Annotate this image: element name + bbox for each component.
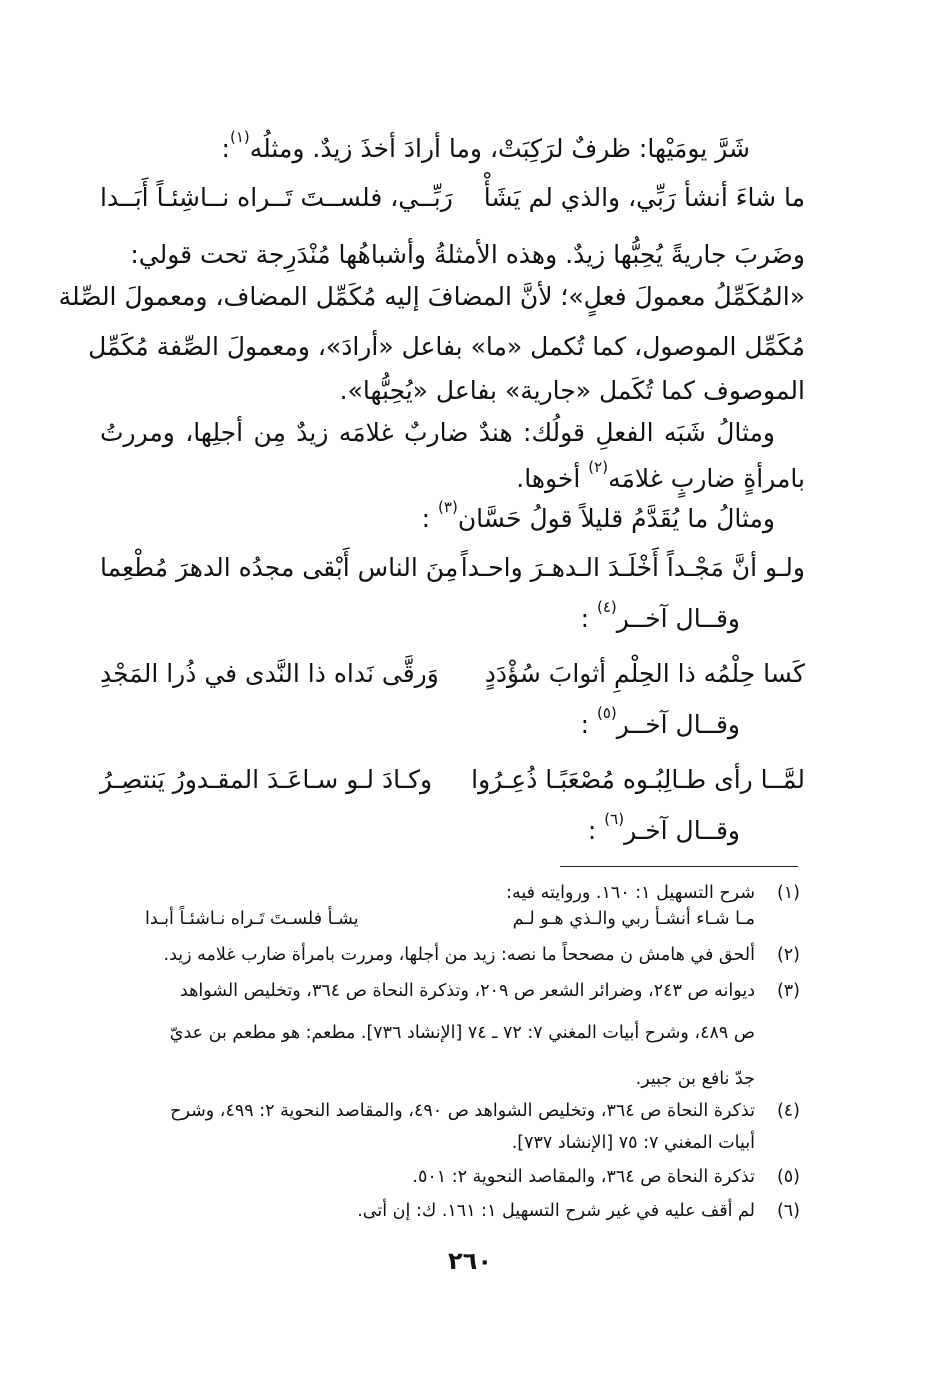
body-line — [130, 236, 805, 274]
footnote-number: (٦) — [776, 1201, 800, 1221]
footnote-text: تذكرة النحاة ص ٣٦٤، وتخليص الشواهد ص ٤٩٠، والمقاصد النحوية ٢: ٤٩٩، وشرح — [170, 1101, 755, 1121]
verse-first-hemistich: ما شاءَ أنشأ رَبِّي، والذي لم يَشَأْ — [483, 183, 805, 212]
footnote-text: ألحق في هامش ن مصححاً ما نصه: زيد من أجلها، ومررت بامرأة ضارب غلامه زيد. — [163, 945, 755, 965]
body-text: «المُكَمِّلُ معمولَ فعلٍ»؛ لأنَّ المضافَ إليه مُكَمِّل المضاف، ومعمولَ الصِّلة — [58, 282, 805, 311]
body-text: الموصوف كما تُكَمل «جارية» بفاعل «يُحِبُّها». — [339, 376, 805, 405]
footnote-ref[interactable]: (٢) — [588, 458, 609, 476]
footnote-text: ص ٤٨٩، وشرح أبيات المغني ٧: ٧٢ ـ ٧٤ [الإنشاد ٧٣٦]. مطعم: هو مطعم بن عديّ — [169, 1023, 755, 1043]
body-text: وضَربَ جاريةً يُحِبُّها زيدٌ. وهذه الأمثلةُ وأشباهُها مُنْدَرِجة تحت قولي: — [130, 240, 805, 269]
body-text: : — [221, 134, 230, 163]
body-text: : — [580, 604, 590, 633]
verse — [100, 652, 805, 696]
verse-second-hemistich: وكـادَ لـو سـاعَـدَ المقـدورُ يَنتصِـرُ — [100, 765, 433, 794]
footnote-verse-first: مـا شـاء أنشـأ ربي والـذي هـو لـم — [512, 909, 755, 929]
body-text: : — [587, 816, 597, 845]
body-text: وقــال آخـر — [624, 816, 740, 845]
footnote-number: (٤) — [776, 1101, 800, 1121]
body-line — [516, 460, 805, 498]
body-text: مُكَمِّل الموصول، كما تُكمل «ما» بفاعل «أرادَ»، ومعمولَ الصِّفة مُكَمِّل — [88, 332, 805, 361]
footnote-text: شرح التسهيل ١: ١٦٠. وروايته فيه: — [506, 883, 755, 903]
footnote-number: (٥) — [776, 1167, 800, 1187]
body-text: وقــال آخــر — [616, 710, 740, 739]
verse-second-hemistich: وَرقَّى نَداه ذا النَّدى في ذُرا المَجْدِ — [100, 659, 439, 688]
body-text: أخوها. — [516, 464, 581, 493]
footnote-text: لم أقف عليه في غير شرح التسهيل ١: ١٦١. ك: إن أتى. — [357, 1201, 755, 1221]
footnote-ref[interactable]: (٣) — [438, 498, 458, 516]
body-text: شَرَّ يومَيْها: ظرفٌ لرَكِبَتْ، وما أرادَ أخذَ زيدٌ. ومثلُه — [249, 134, 750, 163]
body-text: ومثالُ ما يُقَدَّمُ قليلاً قولُ حَسَّان — [457, 504, 775, 533]
footnote-text: جدّ نافع بن جبير. — [635, 1069, 755, 1089]
footnote-text: ديوانه ص ٢٤٣، وضرائر الشعر ص ٢٠٩، وتذكرة النحاة ص ٣٦٤، وتخليص الشواهد — [179, 981, 755, 1001]
body-text: بامرأةٍ ضاربٍ غلامَه — [608, 464, 805, 493]
footnote-text: أبيات المغني ٧: ٧٥ [الإنشاد ٧٣٧]. — [511, 1133, 755, 1153]
footnote-ref[interactable]: (٤) — [596, 598, 617, 616]
body-line — [588, 812, 740, 850]
body-text: وقــال آخــر — [616, 604, 740, 633]
body-line — [100, 414, 775, 452]
body-line — [88, 328, 805, 366]
verse — [100, 546, 805, 590]
footnote-ref[interactable]: (٦) — [604, 810, 625, 828]
footnote-separator — [560, 866, 798, 867]
footnote-ref[interactable]: (٥) — [596, 704, 617, 722]
verse-second-hemistich: رَبِّــي، فلســتَ تَــراه نــاشِئـاً أَبَــدا — [100, 183, 453, 212]
body-line — [581, 706, 740, 744]
footnote-ref[interactable]: (١) — [229, 128, 250, 146]
body-line — [222, 130, 750, 168]
verse — [100, 176, 805, 220]
footnote-verse — [100, 906, 800, 932]
page-number: ٢٦٠ — [448, 1247, 492, 1275]
footnote-number: (٣) — [776, 981, 800, 1001]
body-line — [58, 278, 805, 316]
body-line — [422, 500, 775, 538]
verse-first-hemistich: ولـو أنَّ مَجْـداً أَخْلَـدَ الـدهـرَ واحـداً — [460, 553, 805, 582]
body-text: ومثالُ شَبَه الفعلِ قولُك: هندٌ ضاربٌ غلامَه زيدٌ مِن أجلِها، ومررتُ — [100, 418, 775, 447]
body-line — [340, 372, 805, 410]
verse-second-hemistich: مِنَ الناس أَبْقى مجدُه الدهرَ مُطْعِما — [100, 553, 459, 582]
body-text: : — [421, 504, 431, 533]
verse-first-hemistich: كَسا حِلْمُه ذا الحِلْمِ أثوابَ سُؤْدَدٍ — [484, 659, 805, 688]
body-line — [581, 600, 740, 638]
footnote-text: تذكرة النحاة ص ٣٦٤، والمقاصد النحوية ٢: ٥٠١. — [412, 1167, 755, 1187]
footnote-number: (٢) — [776, 945, 800, 965]
verse — [100, 758, 805, 802]
body-text: : — [580, 710, 590, 739]
footnote-verse-second: يشـأ فلسـتَ تَـراه نـاشئـاً أبـدا — [145, 909, 359, 929]
verse-first-hemistich: لمَّــا رأى طـالِبُـوه مُصْعَبًـا ذُعِـرُوا — [471, 765, 805, 794]
footnote-number: (١) — [776, 883, 800, 903]
